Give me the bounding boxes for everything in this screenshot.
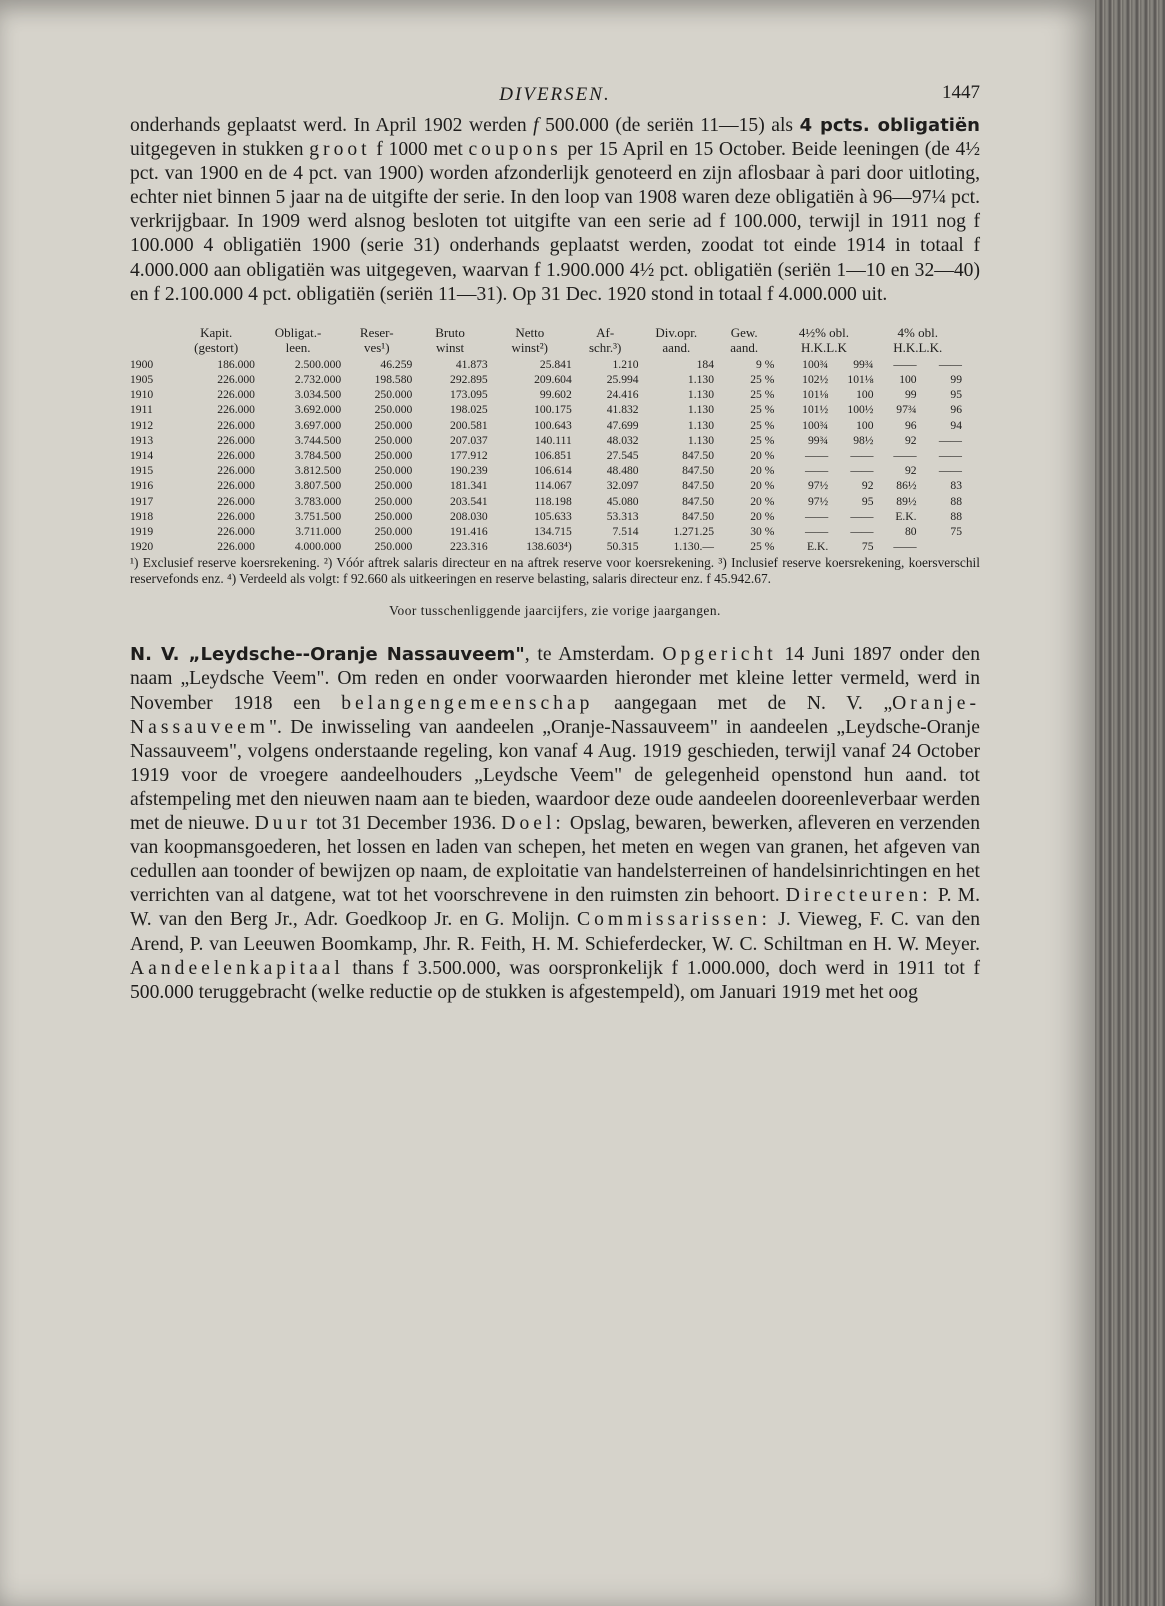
table-cell: 20 %	[750, 494, 775, 508]
table-cell: 1.130	[687, 388, 715, 402]
table-row	[130, 433, 962, 448]
table-cell: 105.633	[534, 509, 572, 523]
table-footnotes: ¹) Exclusief reserve koersrekening. ²) Vóór aftrek salaris directeur en na aftrek reserve voor koersrekening. ³) Inclusief reserve koersrekening, koersverschil reservefonds enz. ⁴) Verdeeld als volgt: f 92.660 als uitkeeringen en reserve belasting, salaris directeur enz. f 45.942.67.	[130, 555, 980, 587]
table-cell: 114.067	[534, 479, 572, 493]
table-cell: 27.545	[606, 448, 639, 462]
table-cell: 20 %	[750, 448, 775, 462]
table-cell: 9 %	[756, 357, 775, 371]
table-cell: 847.50	[682, 494, 715, 508]
label-duur: Duur	[254, 813, 311, 835]
table-cell: 177.912	[450, 448, 488, 462]
table-header-cell: aand.	[662, 339, 691, 355]
para1-part4: uitgegeven in stukken	[130, 139, 310, 161]
table-cell: 83	[950, 479, 962, 493]
table-cell: ——	[805, 464, 829, 478]
table-cell: 101⅛	[847, 372, 874, 386]
table-cell: 100.175	[534, 403, 572, 417]
label-opgericht: Opgericht	[662, 644, 777, 666]
table-header-cell	[130, 340, 177, 357]
table-cell	[917, 539, 962, 554]
table-cell: 250.000	[374, 388, 413, 402]
table-year-cell: 1916	[130, 479, 154, 493]
table-cell: 140.111	[534, 433, 572, 447]
company-text7: J. Vieweg, F. C. van den Arend, P. van Leeuwen Boomkamp, Jhr. R. Feith, H. M. Schieferdecker, W. C. Schiltman en H. W. Meyer.	[130, 909, 980, 955]
table-cell: 102½	[802, 372, 829, 386]
table-cell: 3.697.000	[294, 418, 342, 432]
table-cell: 25 %	[750, 403, 775, 417]
table-cell: 99¾	[807, 433, 829, 447]
running-head	[130, 78, 980, 114]
table-cell: 226.000	[217, 372, 255, 386]
table-cell: 99	[950, 372, 962, 386]
spaced-word-coupons: coupons	[468, 139, 562, 161]
table-header-cell: Obligat.-	[274, 324, 322, 340]
table-cell: 226.000	[217, 464, 255, 478]
table-cell: ——	[893, 357, 917, 371]
interim-figures-note: Voor tusschenliggende jaarcijfers, zie vorige jaargangen.	[389, 603, 721, 619]
table-cell: 173.095	[450, 388, 488, 402]
table-body	[130, 357, 962, 555]
table-cell: 292.895	[450, 372, 488, 386]
bond-heading-bold: 4 pcts. obligatiën	[799, 115, 980, 136]
table-cell: 3.744.500	[294, 433, 342, 447]
table-cell: 25 %	[750, 433, 775, 447]
table-cell: 3.812.500	[294, 464, 342, 478]
table-cell: 186.000	[217, 357, 255, 371]
table-header-row	[130, 325, 962, 340]
table-cell: 847.50	[682, 509, 715, 523]
table-cell: 45.080	[606, 494, 639, 508]
table-cell: 95	[861, 494, 874, 508]
table-row	[130, 387, 962, 402]
table-cell: ——	[850, 524, 874, 538]
table-cell: 226.000	[217, 448, 255, 462]
table-cell: 2.732.000	[294, 372, 342, 386]
paragraph-bonds	[130, 114, 980, 307]
table-cell: 96	[950, 403, 962, 417]
company-text5: Opslag, bewaren, bewerken, afleveren en verzenden van koopmansgoederen, het lossen en laden van schepen, het meten en wegen van granen, het afgeven van cedullen aan toonder of bewijzen op naam, de exploitatie van handelsterreinen of handelsinrichtingen en het verrichten van al datgene, wat tot het voorschrevene in den ruimsten zin behoort.	[130, 813, 980, 907]
table-cell: 100¾	[802, 418, 829, 432]
financial-table	[130, 325, 962, 555]
table-cell: 30 %	[750, 524, 775, 538]
para1-part1: onderhands geplaatst werd. In April 1902 werden	[130, 115, 534, 136]
table-cell: 3.751.500	[294, 509, 342, 523]
table-cell: 223.316	[450, 540, 488, 554]
table-year-cell: 1920	[130, 540, 154, 554]
table-cell: 75	[861, 540, 874, 554]
table-cell: 198.580	[374, 372, 413, 386]
financial-table-wrap	[130, 325, 980, 588]
spaced-word-groot: groot	[309, 139, 371, 161]
table-header-cell: winst²)	[511, 339, 548, 355]
table-cell: 99.602	[539, 388, 572, 402]
table-cell: 250.000	[374, 479, 413, 493]
table-year-cell: 1918	[130, 509, 154, 523]
table-cell: 2.500.000	[294, 357, 342, 371]
company-text6: P. M. W. van den Berg Jr., Adr. Goedkoop Jr. en G. Molijn.	[130, 885, 980, 931]
table-cell: ——	[850, 509, 874, 523]
table-cell: ——	[805, 448, 829, 462]
table-header-cell: H.K.L.K	[801, 339, 847, 355]
table-cell: 250.000	[374, 433, 413, 447]
table-cell: ——	[805, 509, 829, 523]
table-cell: 250.000	[374, 509, 413, 523]
table-header-cell: Gew.	[730, 324, 758, 340]
table-cell: 47.699	[606, 418, 639, 432]
table-cell: 99¾	[853, 357, 874, 371]
table-cell: 4.000.000	[294, 540, 342, 554]
table-row	[130, 402, 962, 417]
table-cell: 847.50	[682, 448, 715, 462]
table-cell: 80	[905, 524, 917, 538]
table-row	[130, 448, 962, 463]
table-cell: 25.994	[606, 372, 639, 386]
table-cell: 118.198	[534, 494, 572, 508]
table-cell: 209.604	[534, 372, 572, 386]
table-header-cell: Af-	[596, 324, 615, 340]
table-cell: 226.000	[217, 494, 255, 508]
table-cell: 100.643	[534, 418, 572, 432]
table-cell: 53.313	[606, 509, 639, 523]
table-cell: 75	[950, 524, 962, 538]
table-cell: 20 %	[750, 479, 775, 493]
table-row	[130, 509, 962, 524]
table-year-cell: 1900	[130, 357, 154, 371]
table-cell: E.K.	[895, 509, 917, 523]
florin-sign: f	[533, 115, 539, 136]
table-cell: ——	[893, 540, 917, 554]
table-cell: 50.315	[606, 540, 639, 554]
table-cell: ——	[938, 433, 962, 447]
table-cell: 198.025	[450, 403, 488, 417]
table-year-cell: 1905	[130, 372, 154, 386]
table-row	[130, 539, 962, 554]
table-cell: 1.130	[687, 433, 715, 447]
table-cell: 25 %	[750, 388, 775, 402]
table-cell: ——	[938, 464, 962, 478]
table-cell: 20 %	[750, 464, 775, 478]
table-cell: 134.715	[534, 524, 572, 538]
table-header-cell: Reser-	[359, 324, 394, 340]
table-cell: ——	[938, 357, 962, 371]
table-row	[130, 524, 962, 539]
table-cell: 250.000	[374, 540, 413, 554]
table-header-cell: 4½% obl.	[798, 324, 850, 340]
table-row	[130, 372, 962, 387]
table-header-cell: Netto	[515, 324, 545, 340]
label-aandeelenkapitaal: Aandeelenkapitaal	[130, 957, 344, 979]
table-year-cell: 1910	[130, 388, 154, 402]
table-row	[130, 418, 962, 433]
table-cell: 48.032	[606, 433, 639, 447]
table-cell: 1.130	[687, 403, 715, 417]
table-header-cell: H.K.L.K.	[893, 339, 943, 355]
table-cell: 88	[950, 494, 962, 508]
table-cell: 226.000	[217, 524, 255, 538]
para1-part5: f 1000 met	[370, 139, 469, 161]
table-cell: 106.614	[534, 464, 572, 478]
table-header-cell: schr.³)	[588, 339, 622, 355]
table-cell: 101⅛	[802, 388, 829, 402]
table-cell: 226.000	[217, 388, 255, 402]
table-cell: 48.480	[606, 464, 639, 478]
table-cell: 3.034.500	[294, 388, 342, 402]
table-header-cell: 4% obl.	[897, 324, 938, 340]
table-cell: 106.851	[534, 448, 572, 462]
table-cell: 184	[696, 357, 715, 371]
table-cell: 96	[905, 418, 917, 432]
table-header-cell: Bruto	[435, 324, 465, 340]
table-year-cell: 1912	[130, 418, 154, 432]
table-cell: ——	[893, 448, 917, 462]
label-directeuren: Directeuren:	[785, 885, 932, 907]
table-row	[130, 478, 962, 493]
table-cell: 25 %	[750, 540, 775, 554]
table-cell: 86½	[896, 479, 917, 493]
table-cell: 41.832	[606, 403, 639, 417]
table-cell: 25 %	[750, 372, 775, 386]
page-edge-stack	[1095, 0, 1165, 1606]
table-header-cell: leen.	[285, 339, 311, 355]
table-cell: 250.000	[374, 464, 413, 478]
company-text3: ". De inwisseling van aandeelen „Oranje-Nassauveem" in aandeelen „Leydsche-Oranje Nassauveem", volgens onderstaande regeling, kon vanaf 4 Aug. 1919 geschieden, terwijl vanaf 24 October 1919 voor de vroegere aandeelhouders „Leydsche Veem" de gelegenheid openstond hun aand. tot afstempeling met den nieuwen naam aan te bieden, waardoor deze oude aandeelen dooreenleverbaar werden met de nieuwe.	[130, 716, 980, 835]
table-cell: 3.692.000	[294, 403, 342, 417]
table-cell: ——	[850, 448, 874, 462]
table-header-cell: ves¹)	[363, 339, 390, 355]
company-location: , te Amsterdam.	[524, 644, 655, 666]
table-cell: 3.783.000	[294, 494, 342, 508]
table-row	[130, 463, 962, 478]
label-doel: Doel:	[501, 813, 565, 835]
table-cell: 1.130	[687, 372, 715, 386]
table-cell: 203.541	[450, 494, 488, 508]
page-number: 1447	[942, 82, 980, 103]
table-year-cell: 1917	[130, 494, 154, 508]
table-cell: 847.50	[682, 464, 715, 478]
table-cell: ——	[938, 448, 962, 462]
table-cell: 1.271.25	[673, 524, 715, 538]
table-cell: 97½	[807, 479, 829, 493]
table-cell: 250.000	[374, 524, 413, 538]
table-cell: 226.000	[217, 479, 255, 493]
para1-part6: per 15 April en 15 October. Beide leeningen (de 4½ pct. van 1900 en de 4 pct. van 1900) worden afzonderlijk genoteerd en zijn aflosbaar à pari door uitloting, echter niet binnen 5 jaar na de uitgifte der serie. In den loop van 1908 waren deze obligatiën à 96—97¼ pct. verkrijgbaar. In 1909 werd alsnog besloten tot uitgifte van een serie ad f 100.000, terwijl in 1911 nog f 100.000 4 obligatiën 1900 (serie 31) onderhands geplaatst werden, zoodat tot einde 1914 in totaal f 4.000.000 aan obligatiën was uitgegeven, waarvan f 1.900.000 4½ pct. obligatiën (seriën 1—10 en 32—40) en f 2.100.000 4 pct. obligatiën (seriën 11—31). Op 31 Dec. 1920 stond in totaal f 4.000.000 uit.	[130, 139, 981, 305]
table-cell: 32.097	[606, 479, 639, 493]
table-cell: 97¾	[896, 403, 917, 417]
spaced-word-belangengemeenschap: belangengemeenschap	[341, 692, 594, 714]
table-cell: 138.603⁴)	[526, 540, 572, 554]
table-cell: 3.807.500	[294, 479, 342, 493]
table-cell: 208.030	[450, 509, 488, 523]
table-cell: 101½	[802, 403, 829, 417]
table-cell: 190.239	[450, 464, 488, 478]
table-cell: 181.341	[450, 479, 488, 493]
table-cell: 41.873	[455, 357, 488, 371]
table-cell: 1.210	[612, 357, 639, 371]
table-cell: 100½	[847, 403, 874, 417]
table-cell: 200.581	[450, 418, 488, 432]
table-header-cell	[130, 325, 177, 340]
table-cell: 226.000	[217, 418, 255, 432]
table-cell: 3.711.000	[295, 524, 342, 538]
table-cell: 100	[856, 388, 874, 402]
table-cell: 98½	[853, 433, 874, 447]
table-cell: 88	[950, 509, 962, 523]
table-cell: 92	[905, 464, 917, 478]
table-header-cell: Kapit.	[200, 324, 233, 340]
company-name: N. V. „Leydsche--Oranje Nassauveem"	[130, 644, 525, 666]
table-cell: 92	[905, 433, 917, 447]
table-year-cell: 1919	[130, 524, 154, 538]
table-cell: 92	[861, 479, 874, 493]
table-cell: 24.416	[606, 388, 639, 402]
running-title: DIVERSEN.	[499, 84, 611, 105]
table-cell: 1.130.—	[673, 540, 715, 554]
table-cell: 95	[950, 388, 962, 402]
table-year-cell: 1915	[130, 464, 154, 478]
table-cell: 1.130	[687, 418, 715, 432]
table-cell: 250.000	[374, 418, 413, 432]
table-cell: 226.000	[217, 540, 255, 554]
table-header-cell: aand.	[730, 339, 759, 355]
page-content	[130, 78, 980, 1005]
table-cell: 100	[899, 372, 917, 386]
table-cell: 20 %	[750, 509, 775, 523]
company-text1: 14 Juni 1897 onder den naam „Leydsche Veem". Om reden en onder voorwaarden hieronder met kleine letter vermeld, werd in November 1918 een	[130, 644, 981, 714]
table-cell: ——	[805, 524, 829, 538]
table-cell: E.K.	[806, 540, 829, 554]
table-cell: 97½	[807, 494, 829, 508]
table-cell: 226.000	[217, 433, 255, 447]
table-header-cell: (gestort)	[194, 339, 239, 355]
paragraph-company	[130, 643, 980, 1004]
table-cell: ——	[850, 464, 874, 478]
table-cell: 226.000	[217, 403, 255, 417]
table-header-cell: winst	[435, 339, 465, 355]
para1-part3: 500.000 (de seriën 11—15) als	[538, 115, 800, 136]
table-cell: 99	[905, 388, 917, 402]
table-cell: 46.259	[380, 357, 413, 371]
table-cell: 191.416	[450, 524, 488, 538]
table-cell: 89½	[896, 494, 917, 508]
table-header-cell: Div.opr.	[655, 324, 698, 340]
company-text2: aangegaan met de N. V. „	[593, 692, 893, 714]
table-cell: 7.514	[612, 524, 639, 538]
company-text4: tot 31 December 1936.	[310, 813, 502, 835]
table-cell: 207.037	[450, 433, 488, 447]
table-cell: 25.841	[539, 357, 572, 371]
table-row	[130, 357, 962, 372]
table-year-cell: 1914	[130, 448, 154, 462]
company-text8: thans f 3.500.000, was oorspronkelijk f 1.000.000, doch werd in 1911 tot f 500.000 teruggebracht (welke reductie op de stukken is afgestempeld), om Januari 1919 met het oog	[130, 957, 980, 1003]
table-cell: 100¾	[802, 357, 829, 371]
label-commissarissen: Commissarissen:	[577, 909, 771, 931]
table-cell: 847.50	[682, 479, 715, 493]
table-cell: 250.000	[374, 448, 413, 462]
table-header-row	[130, 340, 962, 357]
table-cell: 94	[950, 418, 962, 432]
table-cell: 250.000	[374, 403, 413, 417]
table-cell: 100	[856, 418, 874, 432]
spaced-word-oranje: Oranje-Nassauveem	[130, 692, 980, 738]
table-cell: 250.000	[374, 494, 413, 508]
table-cell: 25 %	[750, 418, 775, 432]
table-year-cell: 1913	[130, 433, 154, 447]
table-cell: 3.784.500	[294, 448, 342, 462]
table-cell: 226.000	[217, 509, 255, 523]
table-year-cell: 1911	[130, 403, 153, 417]
table-row	[130, 494, 962, 509]
